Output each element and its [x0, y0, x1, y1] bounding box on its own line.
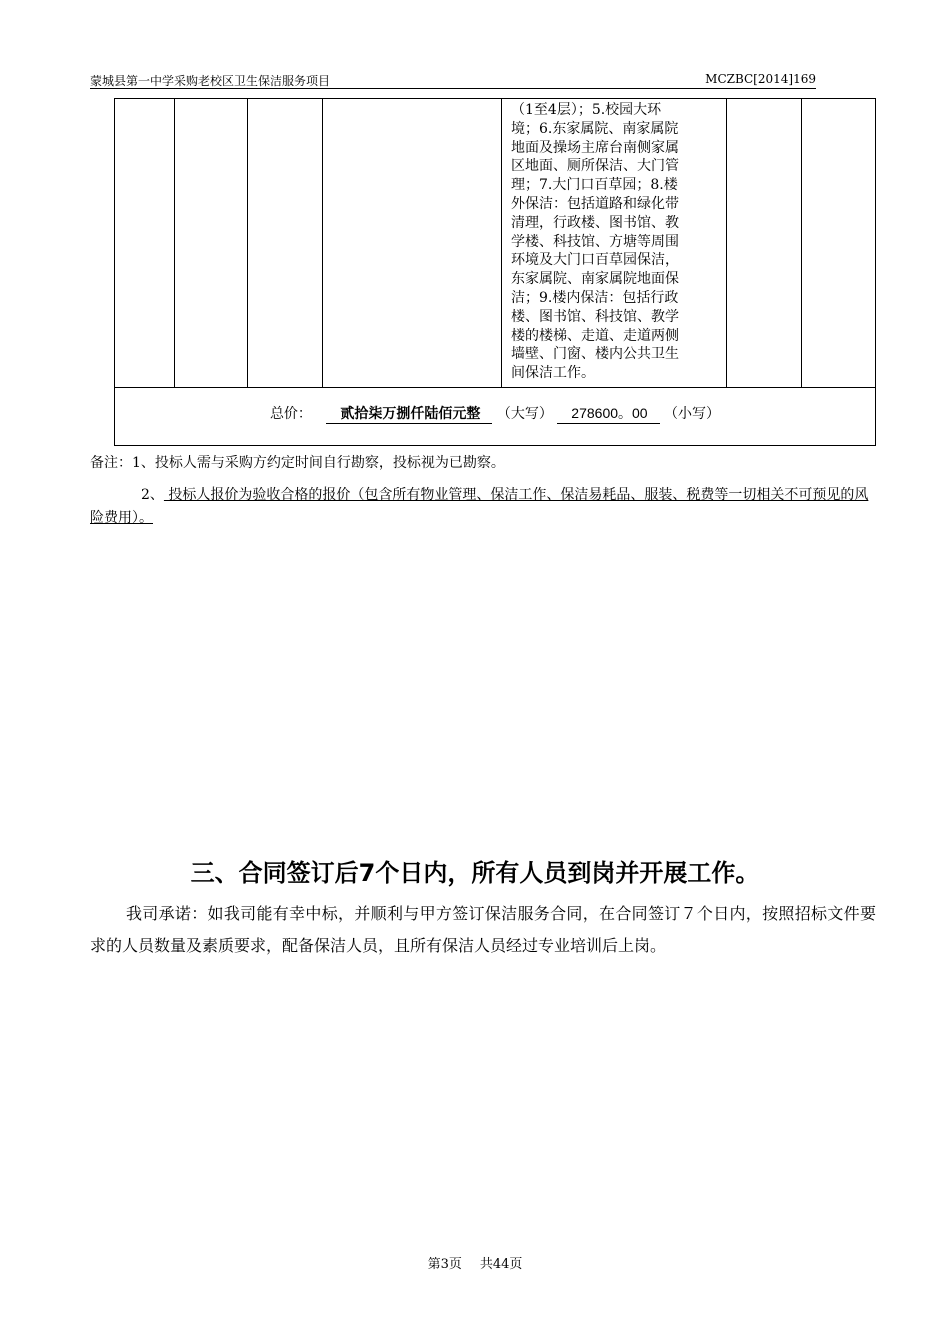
- total-price-label: 总价：: [269, 406, 312, 422]
- description-line: 地面及操场主席台南侧家属: [511, 139, 679, 156]
- total-amount-words: 贰拾柒万捌仟陆佰元整: [326, 403, 492, 424]
- table-row-divider: [115, 387, 875, 388]
- quote-table: [114, 98, 876, 446]
- description-line: 洁；9.楼内保洁：包括行政: [511, 289, 679, 306]
- remark-note-1: 备注：1、投标人需与采购方约定时间自行勘察，投标视为已勘察。: [90, 455, 505, 471]
- page-number: 第3页: [427, 1257, 462, 1272]
- remark-note-2: [90, 484, 876, 530]
- description-line: 理；7.大门口百草园；8.楼: [511, 177, 678, 194]
- page-footer: [0, 1253, 950, 1272]
- description-line: 墙壁、门窗、楼内公共卫生: [511, 346, 679, 363]
- commitment-paragraph: [90, 898, 876, 962]
- amount-words-tag: （大写）: [496, 406, 553, 422]
- table-column-divider: [801, 99, 802, 387]
- page-header: [90, 70, 816, 89]
- description-line: 楼、图书馆、科技馆、教学: [511, 308, 679, 325]
- section-heading: 三、合同签订后7个日内，所有人员到岗并开展工作。: [190, 859, 760, 887]
- table-column-divider: [501, 99, 502, 387]
- description-line: 区地面、厕所保洁、大门管: [511, 158, 679, 175]
- description-line: 学楼、科技馆、方塘等周围: [511, 233, 679, 250]
- description-line: 外保洁：包括道路和绿化带: [511, 195, 679, 212]
- header-project-code: MCZBC[2014]169: [705, 72, 816, 86]
- description-line: 清理，行政楼、图书馆、教: [511, 214, 679, 231]
- commitment-text: 我司承诺：如我司能有幸中标，并顺利与甲方签订保洁服务合同，在合同签订７个日内，按照招标文件要求的人员数量及素质要求，配备保洁人员，且所有保洁人员经过专业培训后上岗。: [90, 904, 876, 955]
- total-amount-number: 278600。00: [557, 403, 659, 424]
- table-column-divider: [322, 99, 323, 387]
- table-column-divider: [174, 99, 175, 387]
- table-column-divider: [726, 99, 727, 387]
- page-count: 共44页: [479, 1257, 523, 1272]
- amount-number-tag: （小写）: [664, 406, 721, 422]
- remark-note-2-number: 2、: [141, 487, 164, 503]
- table-column-divider: [247, 99, 248, 387]
- description-line: 东家属院、南家属院地面保: [511, 271, 679, 288]
- description-line: 间保洁工作。: [511, 365, 595, 382]
- description-line: 境；6.东家属院、南家属院: [511, 120, 679, 137]
- description-line: （1至4层）；5.校园大环: [511, 102, 662, 118]
- header-project-title: 蒙城县第一中学采购老校区卫生保洁服务项目: [90, 74, 331, 88]
- description-line: 楼的楼梯、走道、走道两侧: [511, 327, 679, 344]
- remark-note-2-text: 投标人报价为验收合格的报价（包含所有物业管理、保洁工作、保洁易耗品、服装、税费等一切相关不可预见的风险费用）。: [90, 487, 869, 526]
- service-description-cell: [511, 101, 721, 383]
- description-line: 环境及大门口百草园保洁，: [511, 252, 679, 269]
- total-price-row: [115, 403, 875, 424]
